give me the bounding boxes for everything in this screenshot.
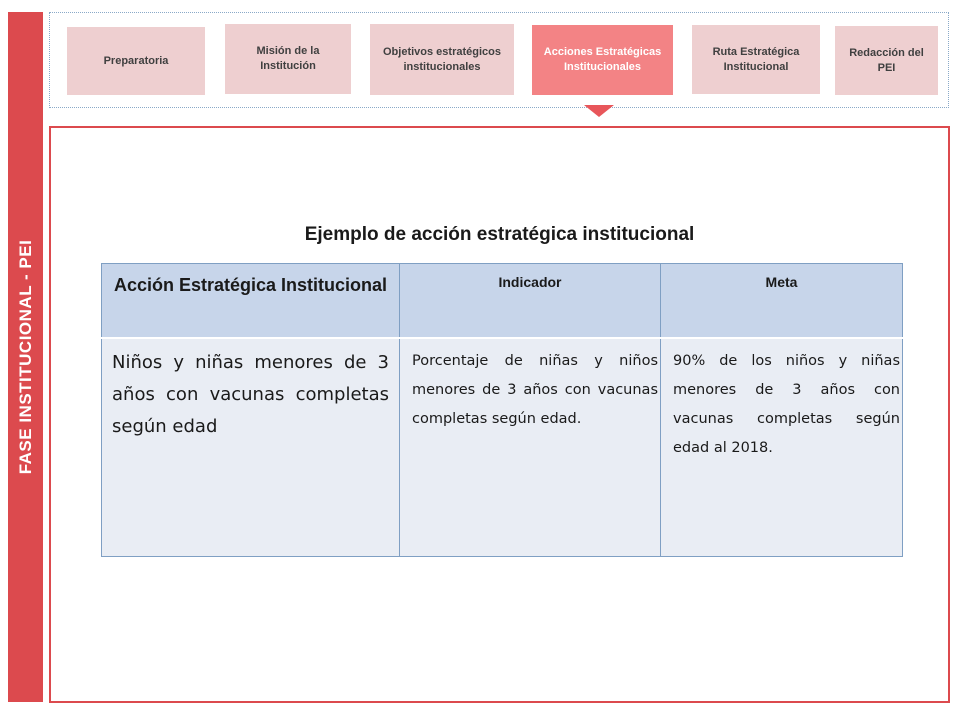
indicator-cell: Porcentaje de niñas y niños menores de 3 años con vacunas completas según edad. bbox=[400, 338, 661, 557]
phase-label: FASE INSTITUCIONAL - PEI bbox=[15, 239, 35, 475]
phase-sidebar bbox=[8, 12, 43, 702]
table-header-row bbox=[102, 264, 903, 338]
step-preparatoria[interactable] bbox=[67, 27, 205, 95]
step-mision[interactable] bbox=[225, 24, 351, 94]
step-label: Misión de la Institución bbox=[256, 45, 320, 72]
step-redaccion[interactable] bbox=[835, 26, 938, 95]
content-panel bbox=[49, 126, 950, 703]
step-label: Objetivos estratégicos institucionales bbox=[383, 45, 501, 73]
step-ruta[interactable] bbox=[692, 25, 820, 94]
action-cell: Niños y niñas menores de 3 años con vacunas completas según edad bbox=[102, 338, 400, 557]
table-row bbox=[102, 338, 903, 557]
column-header: Acción Estratégica Institucional bbox=[102, 264, 400, 338]
step-label: Preparatoria bbox=[103, 54, 169, 67]
column-header: Meta bbox=[661, 264, 903, 338]
page-title: Ejemplo de acción estratégica institucional bbox=[304, 224, 695, 245]
goal-cell: 90% de los niños y niñas menores de 3 años con vacunas completas según edad al 2018. bbox=[661, 338, 903, 557]
action-table bbox=[101, 263, 903, 557]
step-acciones[interactable] bbox=[532, 25, 673, 95]
step-objetivos[interactable] bbox=[370, 24, 514, 95]
column-header: Indicador bbox=[400, 264, 661, 338]
step-label: Redacción del PEI bbox=[849, 46, 924, 74]
step-label: Ruta Estratégica Institucional bbox=[712, 45, 800, 73]
active-step-pointer-icon bbox=[584, 105, 614, 117]
step-label: Acciones Estratégicas Institucionales bbox=[543, 46, 662, 73]
